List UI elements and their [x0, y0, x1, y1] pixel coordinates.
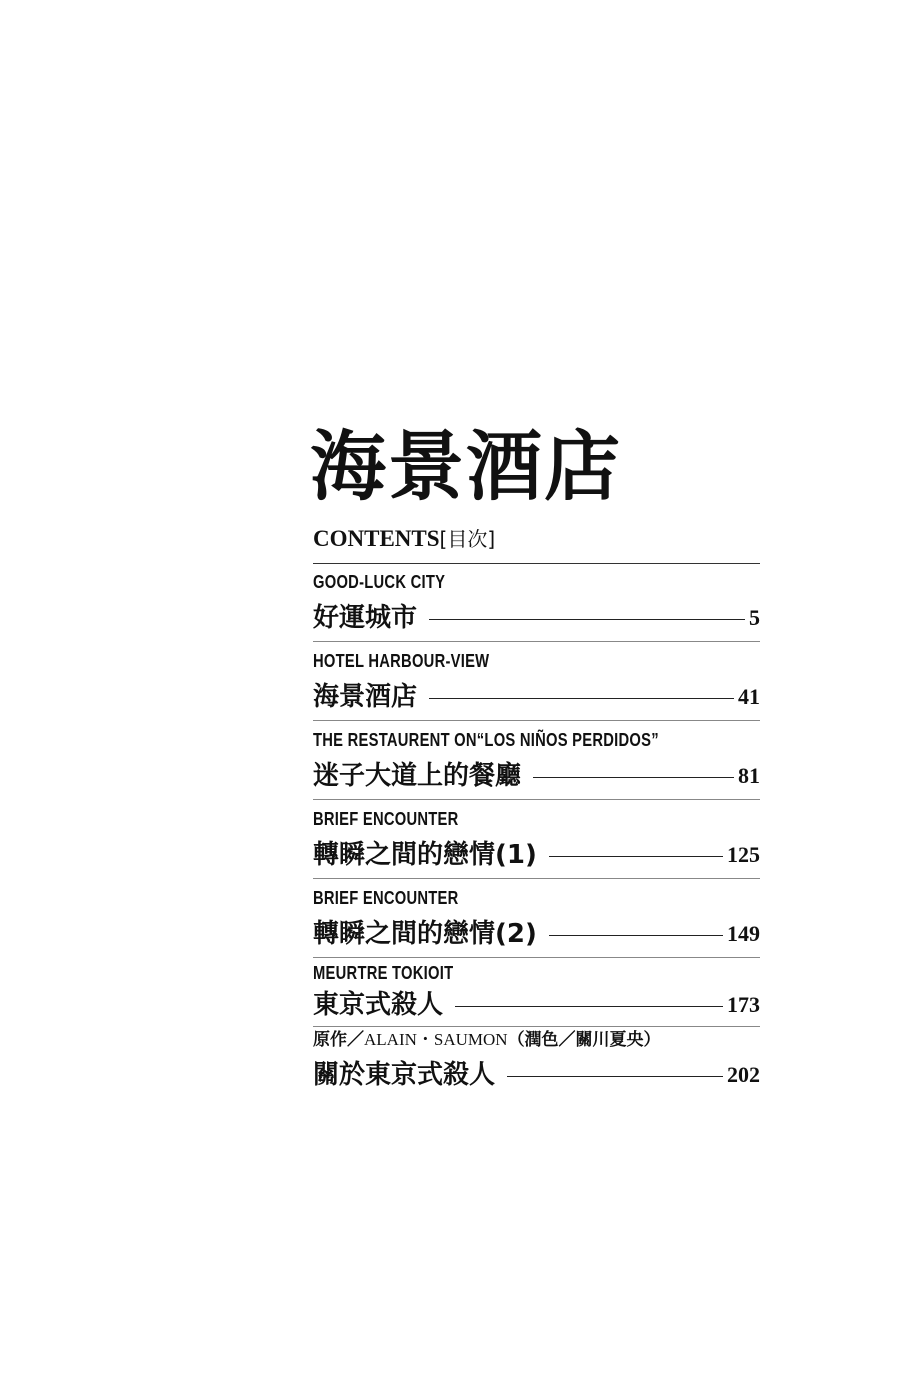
entry-row	[313, 601, 760, 635]
entry-english-title: GOOD-LUCK CITY	[313, 572, 446, 592]
entry-divider	[313, 641, 760, 642]
entry-page-number: 125	[727, 842, 760, 867]
entry-english-title: THE RESTAURENT ON“LOS NIÑOS PERDIDOS”	[313, 730, 659, 750]
entry-chinese-title: 轉瞬之間的戀情(2)	[313, 919, 537, 949]
toc-entry-hotel-harbour-view[interactable]	[313, 650, 760, 722]
entry-divider	[313, 878, 760, 879]
dot-leader	[429, 698, 734, 699]
entry-chinese-title: 迷子大道上的餐廳	[313, 761, 522, 791]
entry-page-number: 5	[749, 605, 760, 630]
entry-chinese-title: 東京式殺人	[313, 990, 444, 1020]
entry-row	[313, 1058, 760, 1092]
toc-entry-brief-encounter-1[interactable]	[313, 808, 760, 880]
entry-page-number: 81	[738, 763, 760, 788]
credit-prefix: 原作／	[313, 1030, 364, 1050]
toc-entry-meurtre-tokioit[interactable]	[313, 962, 760, 1034]
entry-row	[313, 917, 760, 951]
contents-heading	[313, 524, 495, 554]
entry-chinese-title: 關於東京式殺人	[313, 1060, 496, 1090]
entry-page-number: 41	[738, 684, 760, 709]
contents-sub-label: [目次]	[439, 527, 496, 551]
entry-page-number: 149	[727, 921, 760, 946]
entry-divider	[313, 799, 760, 800]
toc-entry-restaurent[interactable]	[313, 729, 760, 801]
entry-page-number: 173	[727, 992, 760, 1017]
entry-page-number: 202	[727, 1062, 760, 1087]
entry-divider	[313, 1026, 760, 1027]
dot-leader	[507, 1076, 723, 1077]
credit-suffix: （潤色／關川夏央）	[507, 1030, 661, 1050]
entry-divider	[313, 957, 760, 958]
dot-leader	[455, 1006, 723, 1007]
toc-entry-about-tokyo-murder[interactable]	[313, 1030, 760, 1102]
entry-chinese-title: 海景酒店	[313, 682, 418, 712]
entry-chinese-title: 轉瞬之間的戀情(1)	[313, 840, 537, 870]
entry-divider	[313, 720, 760, 721]
entry-english-title: BRIEF ENCOUNTER	[313, 809, 459, 829]
entry-english-title: MEURTRE TOKIOIT	[313, 963, 454, 983]
book-title: 海景酒店	[310, 422, 622, 511]
entry-row	[313, 680, 760, 714]
toc-entry-good-luck-city[interactable]	[313, 571, 760, 643]
entry-row	[313, 759, 760, 793]
dot-leader	[429, 619, 745, 620]
toc-entry-brief-encounter-2[interactable]	[313, 887, 760, 959]
credit-author: ALAIN・SAUMON	[364, 1030, 508, 1049]
entry-chinese-title: 好運城市	[313, 603, 418, 633]
entry-english-title: HOTEL HARBOUR-VIEW	[313, 651, 490, 671]
dot-leader	[549, 856, 723, 857]
heading-divider	[313, 563, 760, 564]
entry-row	[313, 988, 760, 1022]
contents-label: CONTENTS	[313, 526, 440, 551]
dot-leader	[549, 935, 723, 936]
entry-row	[313, 838, 760, 872]
dot-leader	[533, 777, 734, 778]
entry-english-title: BRIEF ENCOUNTER	[313, 888, 459, 908]
